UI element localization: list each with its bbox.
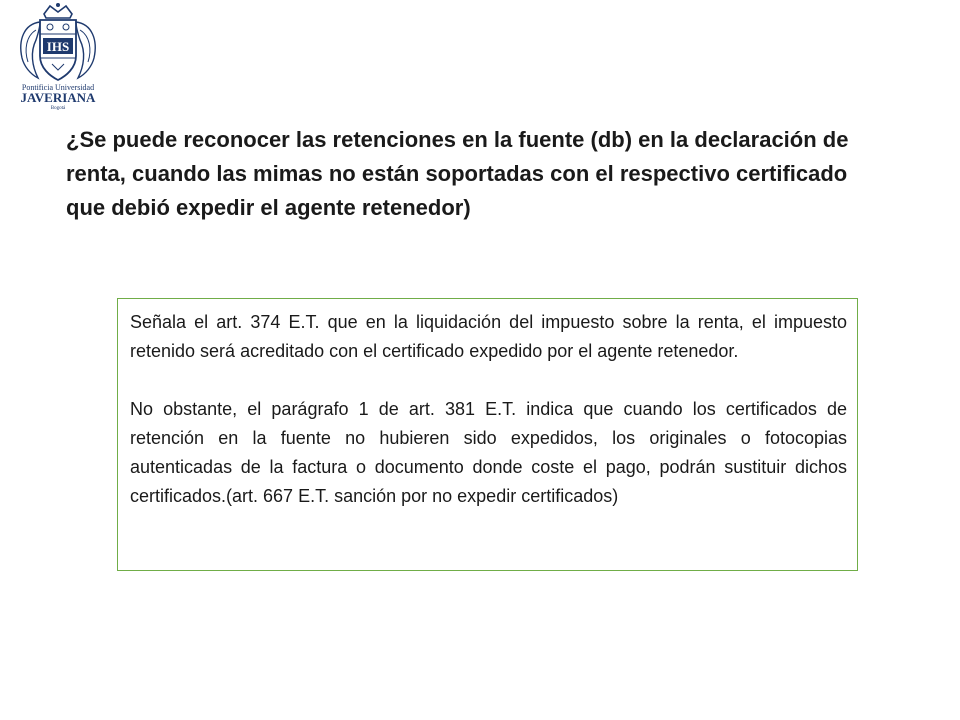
question-heading: ¿Se puede reconocer las retenciones en la fuente (db) en la declaración de renta, cuando las mimas no están soportadas con el respectivo certificado que debió expedir el agente retenedor) <box>66 127 849 220</box>
answer-paragraph-2: No obstante, el parágrafo 1 de art. 381 E.T. indica que cuando los certificados de retención en la fuente no hubieren sido expedidos, los originales o fotocopias autenticadas de la factura o documento donde coste el pago, podrán sustituir dichos certificados.(art. 667 E.T. sanción por no expedir certificados) <box>130 399 847 506</box>
logo-monogram: IHS <box>46 39 70 54</box>
javeriana-crest <box>10 0 106 112</box>
university-logo <box>10 0 106 112</box>
logo-line-3: Bogotá <box>50 106 66 111</box>
logo-line-2: JAVERIANA <box>20 90 96 105</box>
answer-box <box>117 298 858 571</box>
logo-line-1: Pontificia Universidad <box>21 83 95 92</box>
answer-paragraph-1: Señala el art. 374 E.T. que en la liquidación del impuesto sobre la renta, el impuesto retenido será acreditado con el certificado expedido por el agente retenedor. <box>130 312 847 361</box>
